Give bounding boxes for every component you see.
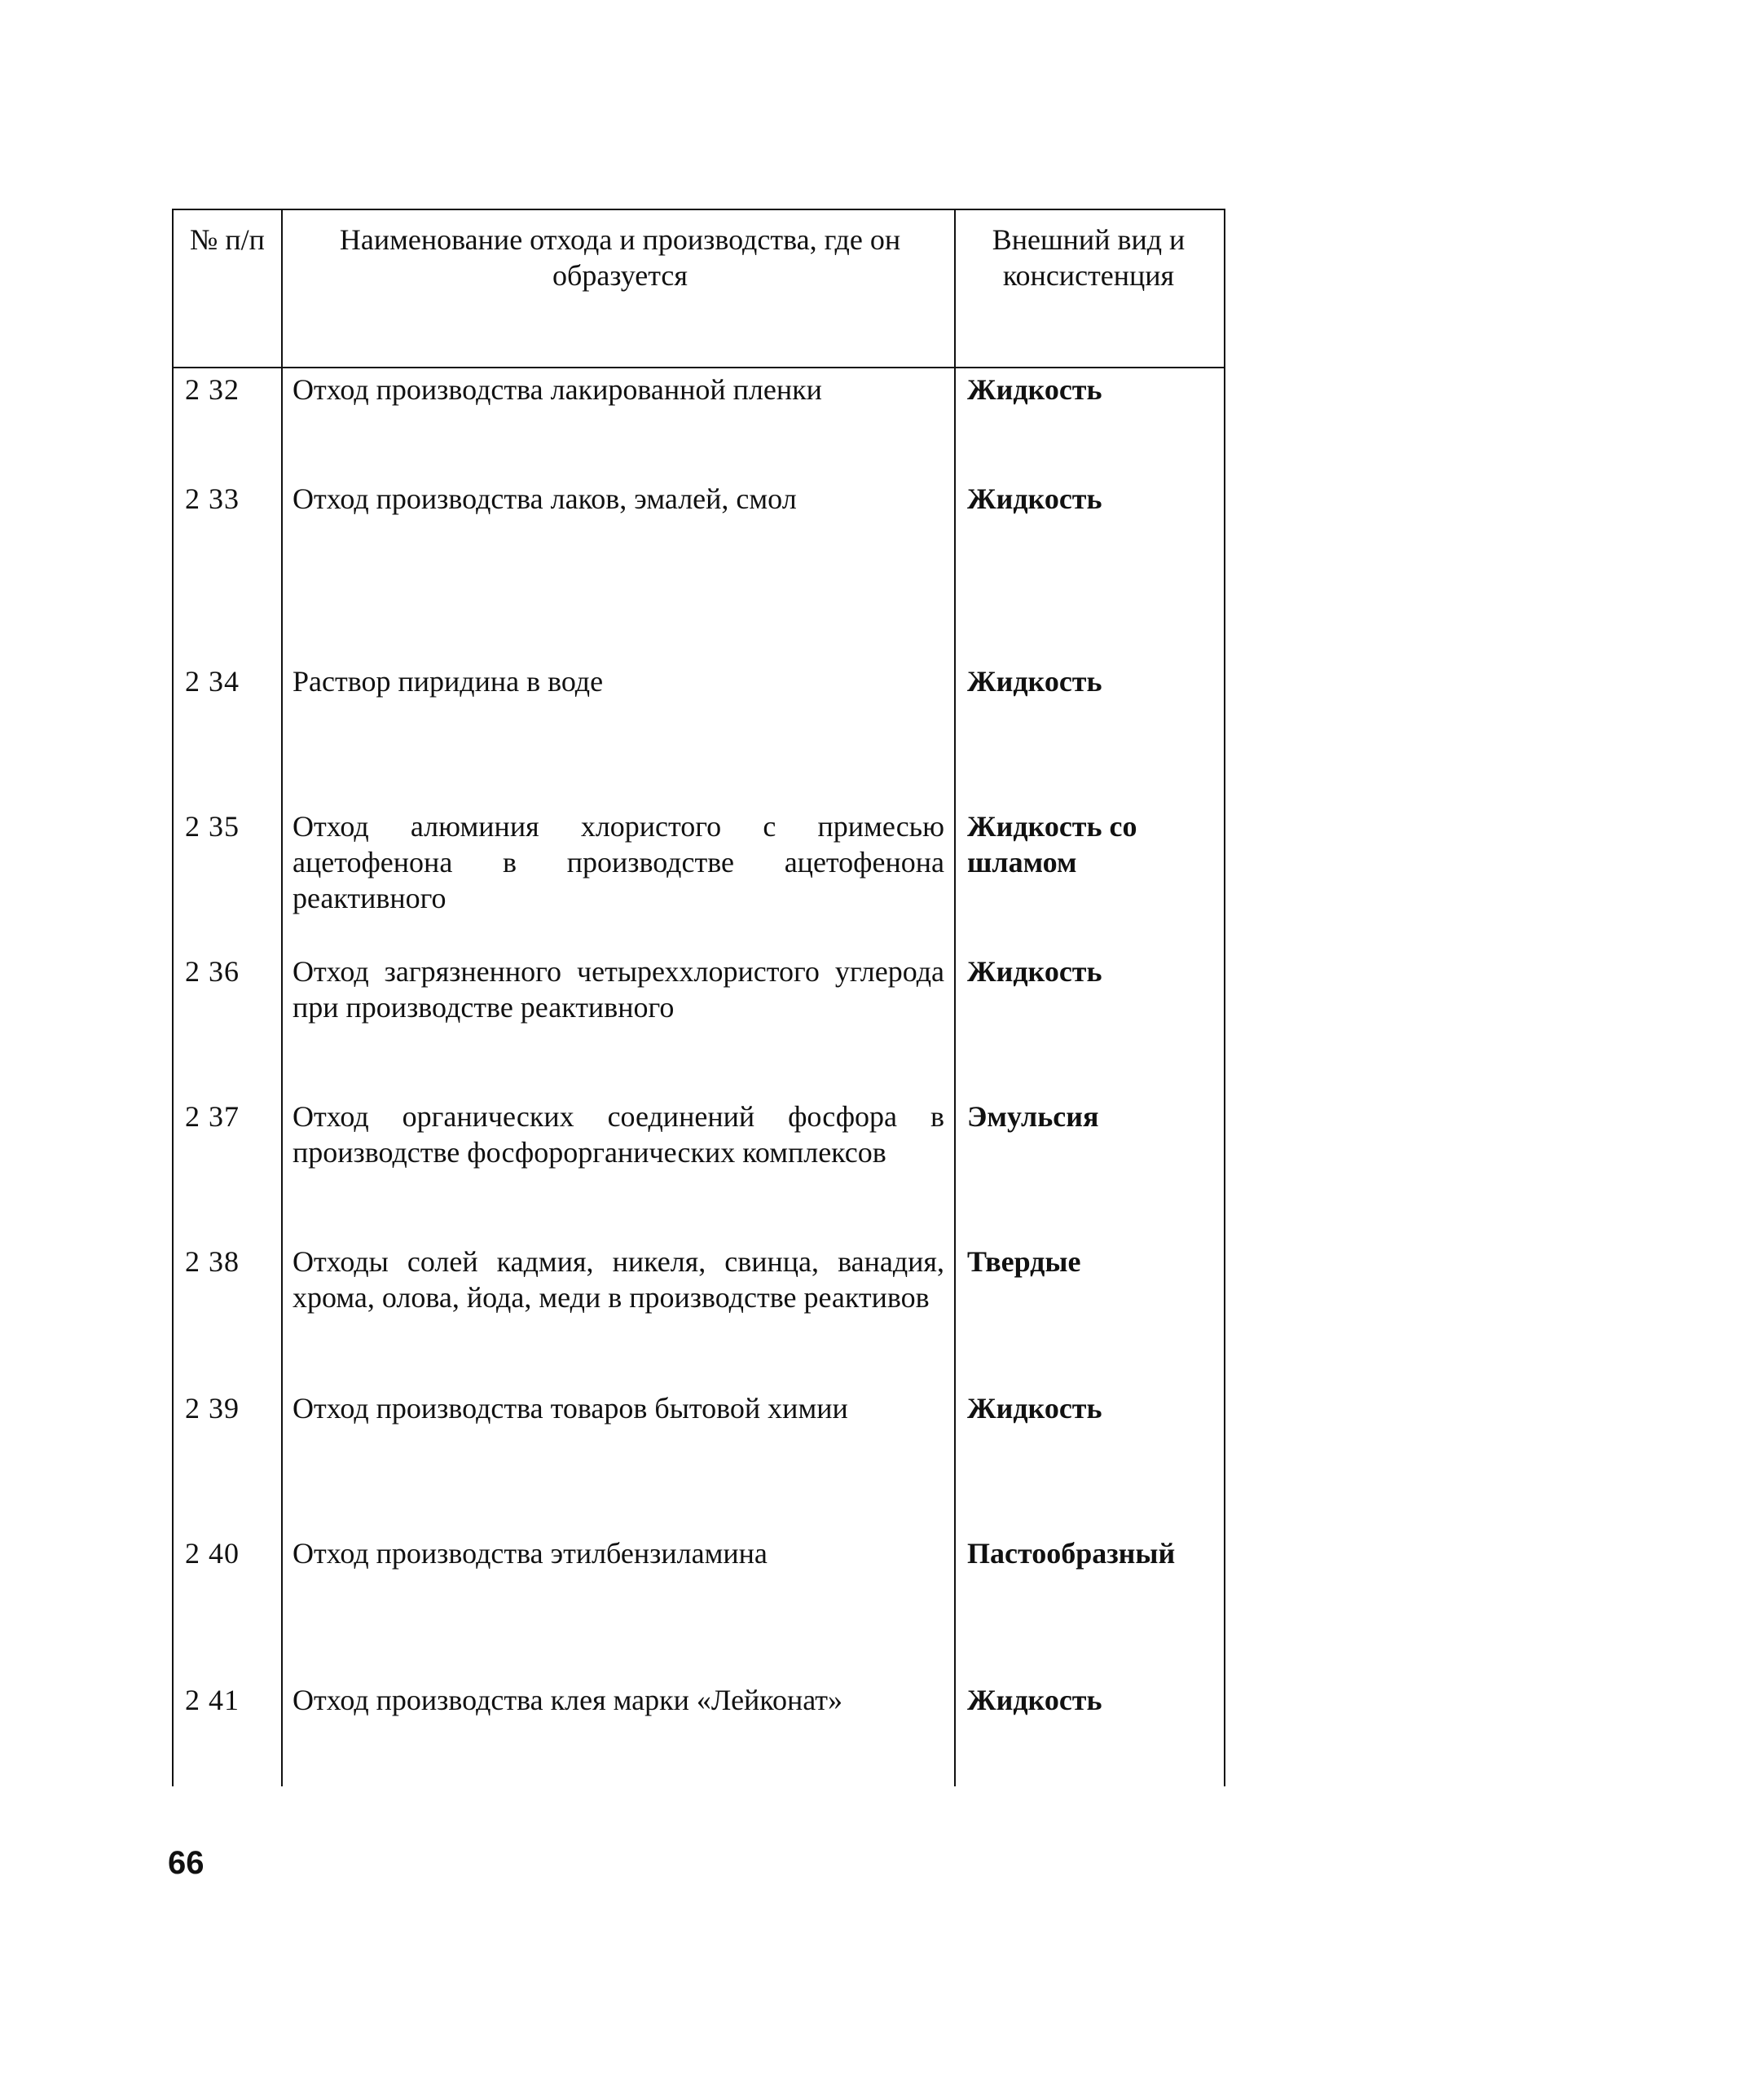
column-divider-1 bbox=[281, 209, 283, 1786]
row-num: 2 38 bbox=[185, 1245, 240, 1278]
row-name: Отход загрязненного четыреххлористого углерода при производстве реактивного bbox=[293, 955, 944, 1024]
row-num: 2 41 bbox=[185, 1684, 240, 1716]
row-name: Отход производства товаров бытовой химии bbox=[293, 1392, 848, 1425]
row-name: Отходы солей кадмия, никеля, свинца, ванадия, хрома, олова, йода, меди в производстве реактивов bbox=[293, 1245, 944, 1314]
column-divider-2 bbox=[954, 209, 956, 1786]
row-num: 2 34 bbox=[185, 665, 240, 698]
row-name: Отход органических соединений фосфора в производстве фосфорорганических комплексов bbox=[293, 1100, 944, 1169]
header-divider bbox=[172, 367, 1225, 368]
row-name: Отход алюминия хлористого с примесью ацетофенона в производстве ацетофенона реактивного bbox=[293, 810, 944, 914]
row-num: 2 40 bbox=[185, 1537, 240, 1570]
row-num: 2 35 bbox=[185, 810, 240, 843]
page-number: 66 bbox=[168, 1845, 205, 1881]
header-num: № п/п bbox=[190, 223, 265, 256]
row-look: Жидкость bbox=[967, 955, 1102, 988]
table-top-border bbox=[172, 209, 1225, 210]
waste-table bbox=[172, 209, 1225, 1786]
table-left-border bbox=[172, 209, 174, 1786]
row-name: Раствор пиридина в воде bbox=[293, 665, 604, 698]
row-num: 2 37 bbox=[185, 1100, 240, 1133]
row-look: Пастообразный bbox=[967, 1537, 1176, 1570]
row-name: Отход производства этилбензиламина bbox=[293, 1537, 768, 1570]
row-name: Отход производства лакированной пленки bbox=[293, 373, 822, 406]
row-name: Отход производства клея марки «Лейконат» bbox=[293, 1684, 843, 1716]
row-name: Отход производства лаков, эмалей, смол bbox=[293, 482, 797, 515]
header-name: Наименование отхода и производства, где он образуется bbox=[339, 223, 901, 292]
row-look: Эмульсия bbox=[967, 1100, 1099, 1133]
row-look: Твердые bbox=[967, 1245, 1081, 1278]
row-look: Жидкость bbox=[967, 373, 1102, 406]
row-num: 2 39 bbox=[185, 1392, 240, 1425]
row-look: Жидкость bbox=[967, 1392, 1102, 1425]
row-look: Жидкость bbox=[967, 665, 1102, 698]
row-num: 2 32 bbox=[185, 373, 240, 406]
row-num: 2 33 bbox=[185, 482, 240, 515]
row-look: Жидкость bbox=[967, 1684, 1102, 1716]
row-num: 2 36 bbox=[185, 955, 240, 988]
table-right-border bbox=[1224, 209, 1225, 1786]
row-look: Жидкость bbox=[967, 482, 1102, 515]
row-look: Жидкость со шламом bbox=[967, 810, 1137, 879]
header-look: Внешний вид и консистенция bbox=[992, 223, 1186, 292]
